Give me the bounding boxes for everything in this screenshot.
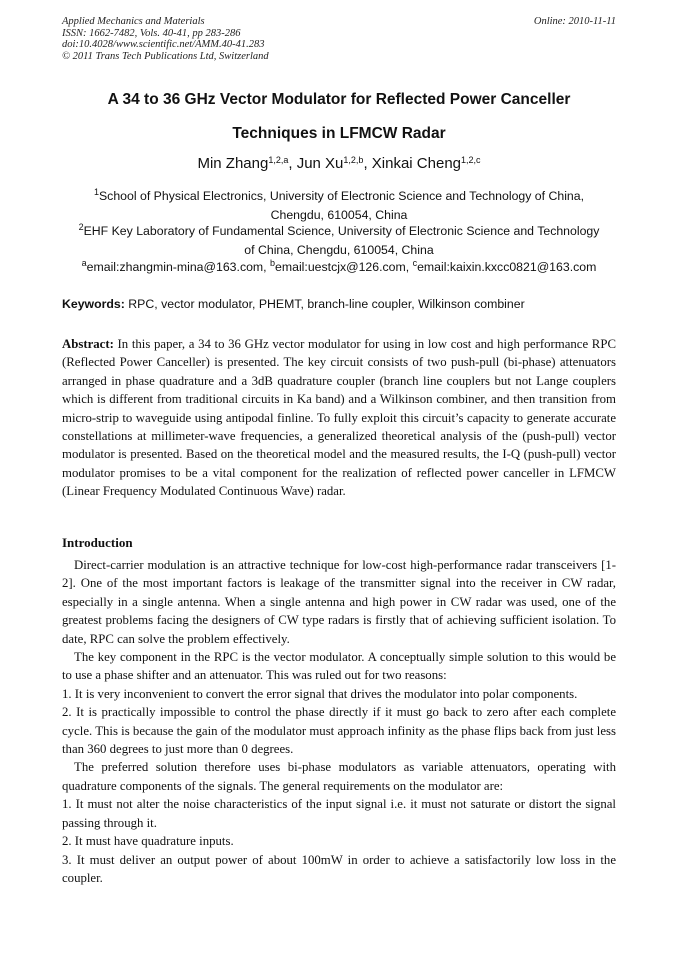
- paragraph: The key component in the RPC is the vector modulator. A conceptually simple solution to this would be to use a phase shifter and an attenuator. This was ruled out for two reasons:: [62, 650, 616, 683]
- author-affiliation-mark: 1,2,a: [268, 155, 289, 165]
- affiliation-text: of China, Chengdu, 610054, China: [244, 243, 434, 257]
- email-address: email:zhangmin-mina@163.com,: [86, 260, 271, 274]
- paper-title-line-1: A 34 to 36 GHz Vector Modulator for Reflected Power Canceller: [107, 91, 571, 108]
- email-mark: c: [412, 258, 418, 268]
- email-mark: b: [270, 258, 276, 268]
- list-item: 1. It must not alter the noise characteristics of the input signal i.e. it must not saturate or distort the signal passing through it.: [62, 797, 616, 830]
- keywords-text: RPC, vector modulator, PHEMT, branch-line coupler, Wilkinson combiner: [124, 297, 525, 311]
- abstract-text: In this paper, a 34 to 36 GHz vector modulator for using in low cost and high performance RPC (Reflected Power Canceller) is presented. The key circuit consists of two push-pull (bi-phase) attenuators arranged in phase quadrature and a 3dB quadrature coupler (branch line couplers but not Lange couplers which is different from traditional circuits in Ka band) and a Wilkinson combiner, and then transition from micro-strip to waveguide using antipodal finline. To fully exploit this circuit’s capacity to generate accurate constellations at millimeter-wave frequencies, a generalized theoretical analysis of the (push-pull) vector modulator is presented. Based on the theoretical model and the measured results, the I-Q (push-pull) vector modulator promises to be a vital component for the realization of reflected power canceller in LFMCW (Linear Frequency Modulated Continuous Wave) radar.: [62, 337, 616, 499]
- affiliation-1: [62, 187, 616, 224]
- paragraph: Direct-carrier modulation is an attractive technique for low-cost high-performance radar transceivers [1-2]. One of the most important factors is leakage of the transmitter signal into the receiver in CW radar, especially in a single antenna. When a single antenna and high power in CW radar was used, one of the greatest problems facing the designers of CW type radars is firstly that of achieving sufficient isolation. To date, RPC can solve the problem effectively.: [62, 558, 616, 646]
- author-affiliation-mark: 1,2,c: [461, 155, 481, 165]
- author-list: [62, 155, 616, 172]
- affiliation-mark: 1: [93, 187, 99, 197]
- email-address: email:kaixin.kxcc0821@163.com: [417, 260, 597, 274]
- keywords-label: Keywords:: [62, 297, 125, 311]
- email-address: email:uestcjx@126.com,: [275, 260, 413, 274]
- paragraph: The preferred solution therefore uses bi-phase modulators as variable attenuators, operating with quadrature components of the signals. The general requirements on the modulator are:: [62, 760, 616, 793]
- author-name: Xinkai Cheng: [371, 155, 462, 172]
- list-item: 3. It must deliver an output power of about 100mW in order to achieve a satisfactorily low loss in the coupler.: [62, 852, 616, 885]
- email-mark: a: [81, 258, 87, 268]
- author-separator: ,: [288, 155, 297, 172]
- affiliation-text: Chengdu, 610054, China: [270, 208, 408, 222]
- abstract: [62, 335, 616, 501]
- paper-title-line-2: Techniques in LFMCW Radar: [232, 125, 446, 142]
- author-name: Min Zhang: [197, 155, 269, 172]
- abstract-label: Abstract:: [62, 337, 114, 351]
- author-name: Jun Xu: [296, 155, 344, 172]
- author-separator: ,: [363, 155, 372, 172]
- list-item: 2. It is practically impossible to control the phase directly if it must go back to zero after each complete cycle. This is because the gain of the modulator must approach infinity as the phase flips back from just less than 360 degrees to just more than 0 degrees.: [62, 705, 616, 757]
- online-date: Online: 2010-11-11: [533, 16, 616, 27]
- keywords: [62, 297, 616, 311]
- journal-header: [62, 16, 616, 62]
- doi: doi:10.4028/www.scientific.net/AMM.40-41.283: [62, 39, 265, 50]
- journal-name: Applied Mechanics and Materials: [62, 16, 205, 27]
- copyright: © 2011 Trans Tech Publications Ltd, Switzerland: [62, 50, 269, 62]
- affiliation-2: [62, 222, 616, 259]
- introduction-body: [62, 556, 616, 887]
- list-item: 2. It must have quadrature inputs.: [62, 834, 234, 849]
- section-heading-introduction: Introduction: [62, 535, 133, 550]
- list-item: 1. It is very inconvenient to convert the error signal that drives the modulator into polar components.: [62, 686, 578, 701]
- affiliation-mark: 2: [78, 222, 84, 232]
- author-affiliation-mark: 1,2,b: [343, 155, 364, 165]
- email-line: [62, 258, 616, 277]
- issn: ISSN: 1662-7482, Vols. 40-41, pp 283-286: [62, 27, 241, 39]
- affiliation-text: EHF Key Laboratory of Fundamental Science, University of Electronic Science and Technology: [83, 224, 600, 238]
- affiliation-text: School of Physical Electronics, University of Electronic Science and Technology of China,: [98, 189, 585, 203]
